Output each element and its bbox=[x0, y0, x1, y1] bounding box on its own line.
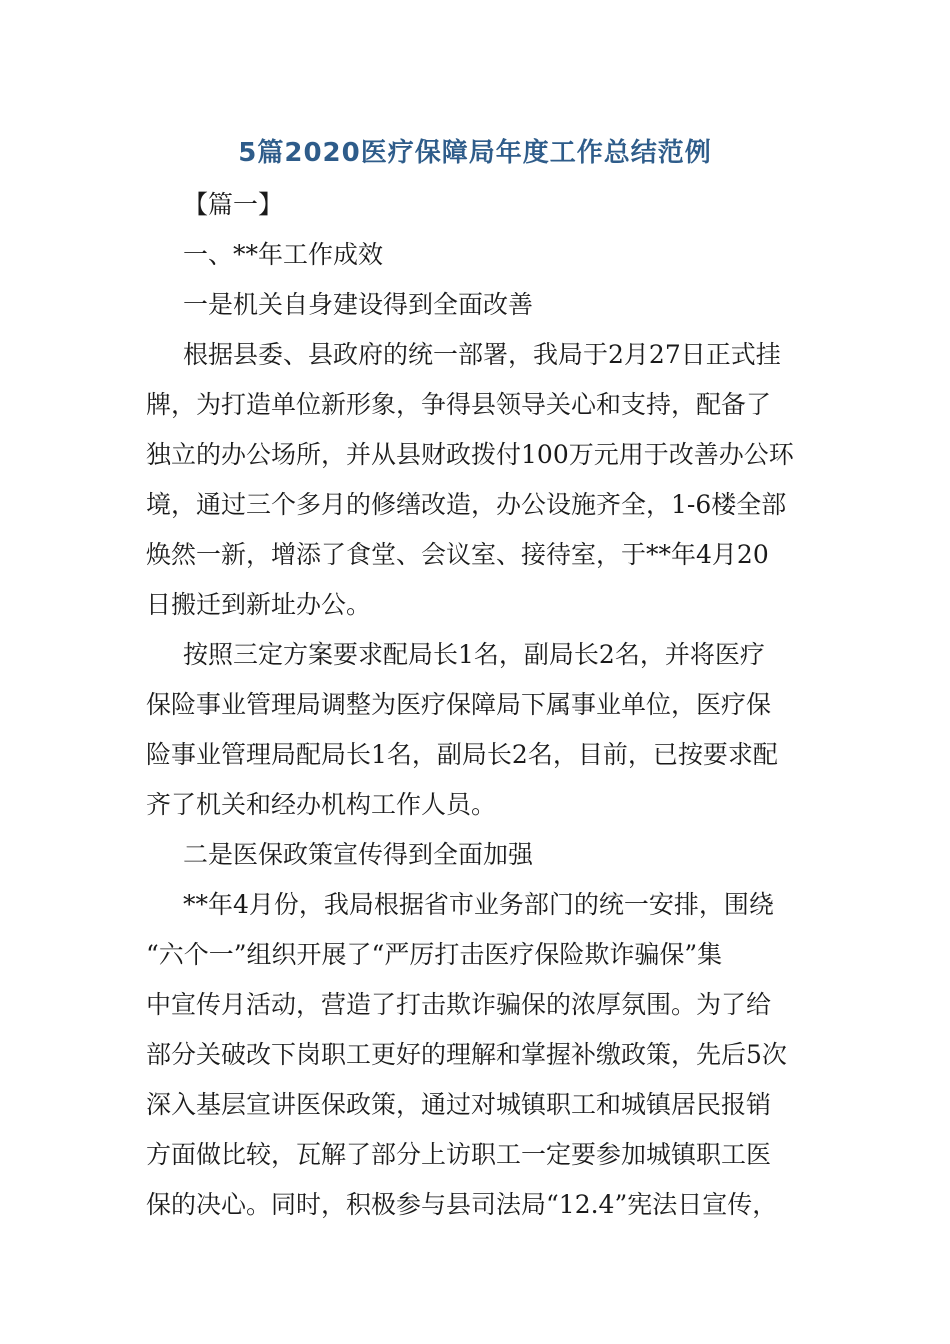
paragraph-line: 方面做比较，瓦解了部分上访职工一定要参加城镇职工医 bbox=[146, 1140, 772, 1169]
paragraph-line: 根据县委、县政府的统一部署，我局于2月27日正式挂 bbox=[183, 340, 781, 369]
paragraph-line: 日搬迁到新址办公。 bbox=[146, 590, 372, 619]
paragraph-line: 保险事业管理局调整为医疗保障局下属事业单位，医疗保 bbox=[146, 690, 772, 719]
paragraph-line: **年4月份，我局根据省市业务部门的统一安排，围绕 bbox=[183, 890, 774, 919]
section-marker: 【篇一】 bbox=[183, 190, 284, 219]
paragraph-line: 焕然一新，增添了食堂、会议室、接待室，于**年4月20 bbox=[146, 540, 769, 569]
subheading: 二是医保政策宣传得到全面加强 bbox=[183, 840, 534, 869]
paragraph-line: 险事业管理局配局长1名，副局长2名，目前，已按要求配 bbox=[146, 740, 778, 769]
paragraph-line: 境，通过三个多月的修缮改造，办公设施齐全，1-6楼全部 bbox=[146, 490, 787, 519]
paragraph bbox=[146, 330, 806, 630]
paragraph-line: 深入基层宣讲医保政策，通过对城镇职工和城镇居民报销 bbox=[146, 1090, 772, 1119]
paragraph-line: 独立的办公场所，并从县财政拨付100万元用于改善办公环 bbox=[146, 440, 794, 469]
paragraph-line: 部分关破改下岗职工更好的理解和掌握补缴政策，先后5次 bbox=[146, 1040, 787, 1069]
paragraph bbox=[146, 630, 806, 830]
paragraph-line: 牌，为打造单位新形象，争得县领导关心和支持，配备了 bbox=[146, 390, 772, 419]
document-title: 5篇2020医疗保障局年度工作总结范例 bbox=[238, 138, 712, 168]
paragraph-line: 中宣传月活动，营造了打击欺诈骗保的浓厚氛围。为了给 bbox=[146, 990, 772, 1019]
paragraph-line: 保的决心。同时，积极参与县司法局“12.4”宪法日宣传， bbox=[146, 1190, 778, 1219]
section-heading: 一、**年工作成效 bbox=[183, 240, 384, 269]
paragraph bbox=[146, 880, 806, 1230]
paragraph-line: “六个一”组织开展了“严厉打击医疗保险欺诈骗保”集 bbox=[146, 940, 723, 969]
subheading: 一是机关自身建设得到全面改善 bbox=[183, 290, 534, 319]
document-body bbox=[146, 180, 806, 1230]
paragraph-line: 齐了机关和经办机构工作人员。 bbox=[146, 790, 497, 819]
paragraph-line: 按照三定方案要求配局长1名，副局长2名，并将医疗 bbox=[183, 640, 765, 669]
